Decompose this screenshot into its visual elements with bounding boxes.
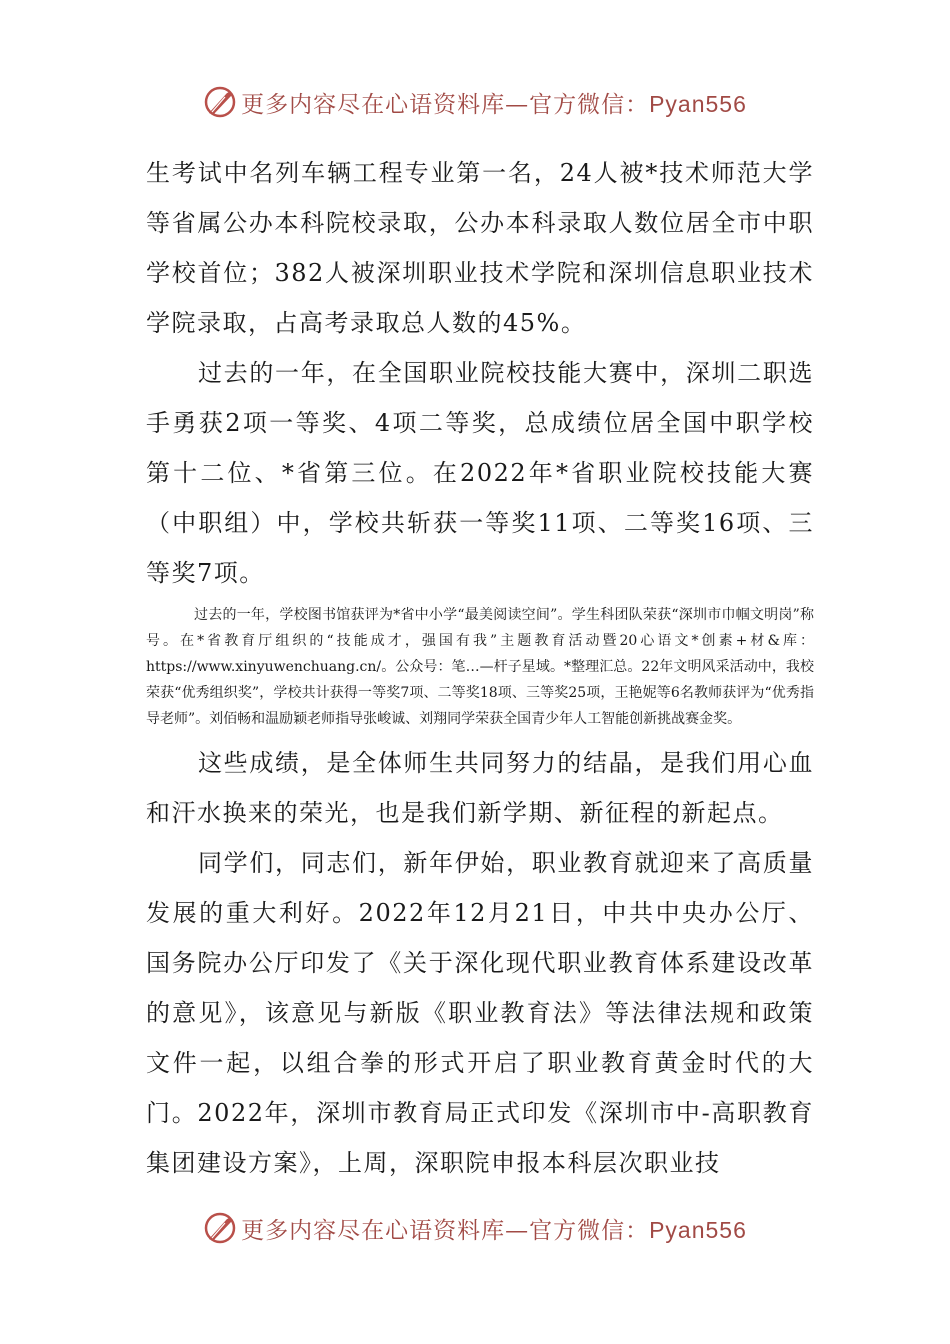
paragraph-4: 这些成绩，是全体师生共同努力的结晶，是我们用心血和汗水换来的荣光，也是我们新学期、新征程的新起点。 [146,749,814,827]
paragraph-5: 同学们，同志们，新年伊始，职业教育就迎来了高质量发展的重大利好。2022年12月21日，中共中央办公厅、国务院办公厅印发了《关于深化现代职业教育体系建设改革的意见》，该意见与新版《职业教育法》等法律法规和政策文件一起，以组合拳的形式开启了职业教育黄金时代的大门。2022年，深圳市教育局正式印发《深圳市中-高职教育集团建设方案》，上周，深职院申报本科层次职业技 [146,849,814,1177]
paragraph-3-small: 过去的一年，学校图书馆获评为*省中小学“最美阅读空间”。学生科团队荣获“深圳市巾帼文明岗”称号。在*省教育厅组织的“技能成才，强国有我”主题教育活动暨20心语文*创素+材&库：https://www.xinyuwenchuang.cn/。公众号：笔…—杆子星域。*整理汇总。22年文明风采活动中，我校荣获“优秀组织奖”，学校共计获得一等奖7项、二等奖18项、三等奖25项，王艳妮等6名教师获评为“优秀指导老师”。刘佰畅和温励颖老师指导张峻诚、刘翔同学荣获全国青少年人工智能创新挑战赛金奖。 [146,607,814,727]
banner-wechat-label: 官方微信： [529,1217,650,1244]
header-banner [0,82,950,122]
quill-logo-icon [203,1211,237,1245]
document-body [146,148,814,1188]
banner-main: 更多内容尽在心语资料库 [241,91,506,118]
footer-banner [0,1208,950,1248]
banner-dash: — [505,1217,530,1244]
quill-logo-icon [203,85,237,119]
banner-wechat-label: 官方微信： [529,91,650,118]
banner-main: 更多内容尽在心语资料库 [241,1217,506,1244]
banner-text [241,1212,747,1245]
banner-dash: — [505,91,530,118]
banner-wechat-id: Pyan556 [649,1216,747,1243]
banner-text [241,86,747,119]
paragraph-1: 生考试中名列车辆工程专业第一名，24人被*技术师范大学等省属公办本科院校录取，公办本科录取人数位居全市中职学校首位；382人被深圳职业技术学院和深圳信息职业技术学院录取，占高考录取总人数的45%。 [146,159,814,337]
banner-wechat-id: Pyan556 [649,90,747,117]
paragraph-2: 过去的一年，在全国职业院校技能大赛中，深圳二职选手勇获2项一等奖、4项二等奖，总成绩位居全国中职学校第十二位、*省第三位。在2022年*省职业院校技能大赛（中职组）中，学校共斩获一等奖11项、二等奖16项、三等奖7项。 [146,359,814,587]
